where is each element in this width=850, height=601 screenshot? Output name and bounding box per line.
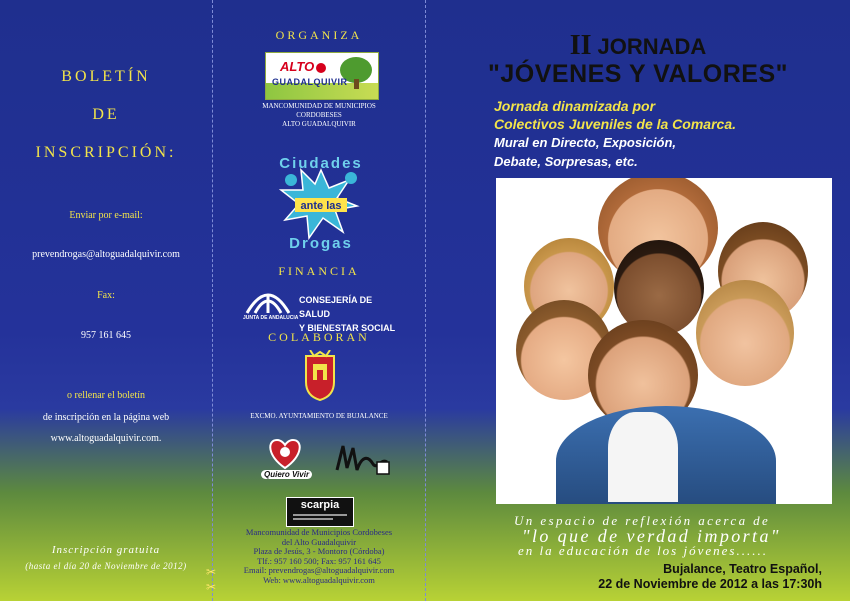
- young-people-photo: [496, 178, 832, 504]
- red-dot-icon: [316, 63, 326, 73]
- event-venue: Bujalance, Teatro Español,: [663, 562, 822, 576]
- drogas-text: Drogas: [289, 235, 353, 252]
- scarpia-logo: scarpia: [286, 497, 354, 527]
- event-title: "JÓVENES Y VALORES": [488, 60, 788, 88]
- mancomunidad-caption: MANCOMUNIDAD DE MUNICIPIOS CORDOBESES ALTO GUADALQUIVIR: [262, 102, 376, 128]
- colaboran-heading: COLABORAN: [268, 330, 370, 344]
- shirt-graphic: [608, 412, 678, 502]
- registration-panel: [0, 0, 212, 601]
- quiero-vivir-label: Quiero Vivir: [261, 470, 312, 479]
- ayuntamiento-caption: EXCMO. AYUNTAMIENTO DE BUJALANCE: [250, 412, 388, 420]
- tree-trunk: [354, 79, 359, 89]
- tagline-1: Un espacio de reflexión acerca de: [514, 513, 771, 528]
- event-edition: II JORNADA: [569, 30, 707, 61]
- event-description: Jornada dinamizada por Colectivos Juveniles de la Comarca.: [494, 98, 736, 132]
- junta-arch-icon: [243, 283, 293, 315]
- junta-andalucia-logo: JUNTA DE ANDALUCIA CONSEJERÍA DE SALUD Y BIENESTAR SOCIAL: [243, 283, 403, 323]
- signature-logo-icon: [333, 440, 393, 480]
- sponsors-panel: [213, 0, 425, 601]
- website-link[interactable]: www.altoguadalquivir.com.: [50, 433, 162, 444]
- cover-panel: [426, 0, 850, 601]
- financia-heading: FINANCIA: [278, 264, 360, 278]
- registration-heading: BOLETÍN DE INSCRIPCIÓN:: [35, 68, 177, 161]
- collaborator-logos: [253, 436, 403, 486]
- ante-las-text: ante las: [300, 200, 342, 212]
- tagline-quote: "lo que de verdad importa": [522, 526, 781, 546]
- fax-label: Fax:: [97, 290, 115, 301]
- bujalance-coat-of-arms-icon: [302, 350, 338, 402]
- scissors-icon: ✂: [206, 580, 217, 594]
- ciudades-text: Ciudades: [279, 155, 363, 172]
- figure-head: [345, 172, 357, 184]
- fax-number: 957 161 645: [81, 330, 131, 341]
- event-activities: Mural en Directo, Exposición, Debate, Sorpresas, etc.: [494, 135, 677, 169]
- form-instruction: o rellenar el boletín: [66, 390, 146, 401]
- event-date: 22 de Noviembre de 2012 a las 17:30h: [598, 577, 822, 591]
- ciudades-ante-las-drogas-logo: [263, 150, 379, 252]
- heart-icon: [265, 436, 305, 470]
- tagline-3: en la educación de los jóvenes......: [518, 543, 768, 558]
- face: [696, 280, 794, 386]
- scissors-icon: ✂: [206, 565, 217, 579]
- contact-info: Mancomunidad de Municipios Cordobeses del Alto Guadalquivir Plaza de Jesús, 3 - Montoro (Córdoba) Tlf.: 957 160 500; Fax: 957 161 645 Email: prevendrogas@altoguadalquivir.com Web: www.altoguadalquivir.com: [243, 527, 395, 585]
- organiza-heading: ORGANIZA: [275, 28, 363, 42]
- figure-head: [285, 174, 297, 186]
- alto-guadalquivir-logo: ALTO GUADALQUIVIR: [265, 52, 379, 100]
- free-registration-note: Inscripción gratuita (hasta el día 20 de Noviembre de 2012): [25, 544, 187, 571]
- form-instruction-2: de inscripción en la página web: [42, 412, 170, 423]
- email-label: Enviar por e-mail:: [69, 210, 143, 221]
- email-address[interactable]: prevendrogas@altoguadalquivir.com: [32, 249, 180, 260]
